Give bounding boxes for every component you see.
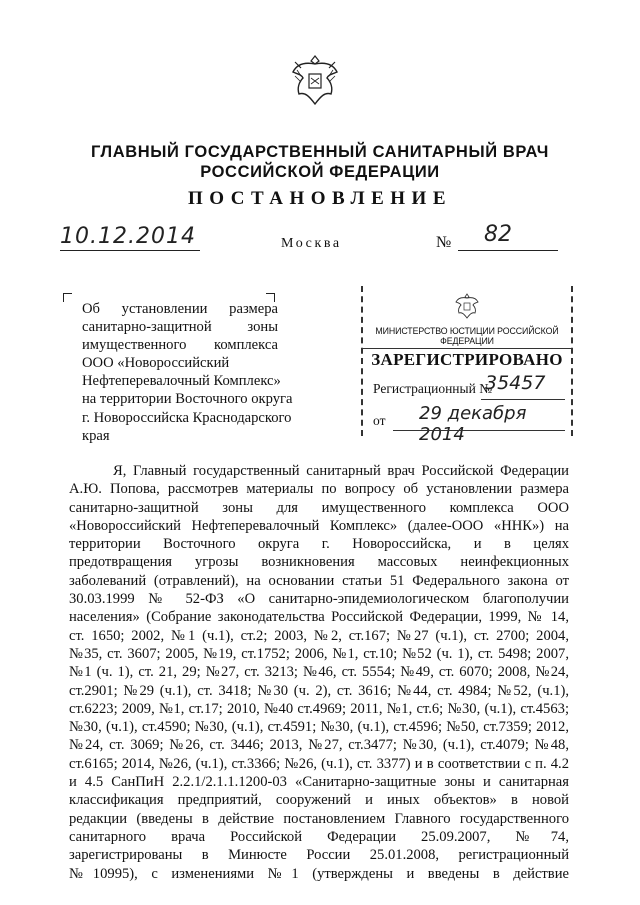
document-subject <box>82 300 293 445</box>
stamp-reg-number-label: Регистрационный № <box>373 381 493 396</box>
stamp-registered: ЗАРЕГИСТРИРОВАНО <box>371 350 563 369</box>
body-line: №35, ст. 3607; 2005, №19, ст.1752; 2006, №1, ст.10; №52 (ч. 1), ст. 5498; 2007, <box>69 645 569 662</box>
document-type-title: ПОСТАНОВЛЕНИЕ <box>187 188 453 209</box>
coat-of-arms-emblem <box>287 52 343 110</box>
body-line: А.Ю. Попова, рассмотрев материалы по вопросу об установлении размера <box>69 481 569 498</box>
body-line: №10995), с изменениями №1 (утверждены и введены в действие <box>69 865 569 882</box>
document-city: Москва <box>281 236 342 251</box>
stamp-ministry: МИНИСТЕРСТВО ЮСТИЦИИ РОССИЙСКОЙ ФЕДЕРАЦИИ <box>363 326 571 349</box>
body-line: санитарного врача Российской Федерации 25.09.2007, №74, <box>69 828 569 845</box>
body-line: №1 (ч. 1), ст. 21, 29; №27, ст. 3213; №46, ст. 5554; №49, ст. 6070; 2008, №24, <box>69 664 569 681</box>
body-line: населения» (Собрание законодательства Российской Федерации, 1999, № 14, <box>69 609 569 626</box>
subject-line: ООО «Новороссийский <box>82 355 230 372</box>
subject-line: санитарно-защитной зоны <box>82 319 278 336</box>
document-body <box>69 462 569 883</box>
body-line: ст.6223; 2009, №1, ст.17; 2010, №40 ст.4969; 2011, №1, ст.6; №30, (ч.1), ст.4563; <box>69 700 569 717</box>
number-underline <box>458 250 558 251</box>
subject-line: Об установлении размера <box>82 301 278 317</box>
body-line: предотвращения угрозы возникновения массовых неинфекционных <box>69 554 569 571</box>
body-line: классификация предприятий, сооружений и иных объектов» в новой <box>69 792 569 809</box>
stamp-date-underline <box>393 430 565 431</box>
body-line: и 4.5 СанПиН 2.2.1/2.1.1.1200-03 «Санитарно-защитные зоны и санитарная <box>69 774 569 791</box>
document-date: 10.12.2014 <box>60 224 196 249</box>
subject-line: на территории Восточного округа <box>82 391 293 408</box>
subject-line: имущественного комплекса <box>82 337 278 354</box>
body-line: ст.2901; №29 (ч.1), ст. 3418; №30 (ч. 2), ст. 3616; №44, ст. 4984; №52, (ч.1), <box>69 682 569 699</box>
body-line: №30, (ч.1), ст.4590; №30, (ч.1), ст.4591; №30, (ч.1), ст.4596; №50, ст.7359; 2012, <box>69 719 569 736</box>
registration-stamp <box>361 286 573 445</box>
issuer-line-1: ГЛАВНЫЙ ГОСУДАРСТВЕННЫЙ САНИТАРНЫЙ ВРАЧ <box>91 143 549 161</box>
body-line: Я, Главный государственный санитарный врач Российской Федерации <box>113 463 569 479</box>
body-line: редакции (введены в действие постановлением Главного государственного <box>69 810 569 827</box>
stamp-reg-number: 35457 <box>485 372 546 394</box>
body-line: №24, ст. 3069; №26, ст. 3446; 2013, №27, ст.3477; №30, (ч.1), ст.4079; №48, <box>69 737 569 754</box>
stamp-reg-date: 29 декабря 2014 <box>419 403 527 445</box>
issuer-line-2: РОССИЙСКОЙ ФЕДЕРАЦИИ <box>200 163 440 181</box>
date-underline <box>60 250 200 251</box>
body-line: заболеваний (отравлений), на основании статьи 51 Федерального закона от <box>69 572 569 589</box>
subject-bracket-left <box>63 293 72 302</box>
body-line: «Новороссийский Нефтеперевалочный Комплекс» (далее-ООО «ННК») на <box>69 517 569 534</box>
subject-line: края <box>82 427 110 444</box>
stamp-number-underline <box>481 399 565 400</box>
stamp-emblem-icon <box>453 292 481 320</box>
stamp-date-label: от <box>373 413 386 428</box>
body-line: 30.03.1999 № 52-ФЗ «О санитарно-эпидемиологическом благополучии <box>69 591 569 608</box>
document-number: 82 <box>484 222 512 247</box>
body-line: санитарно-защитной зоны для имущественного комплекса ООО <box>69 499 569 516</box>
body-line: ст. 1650; 2002, №1 (ч.1), ст.2; 2003, №2, ст.167; №27 (ч.1), ст. 2700; 2004, <box>69 627 569 644</box>
subject-line: Нефтеперевалочный Комплекс» <box>82 373 281 390</box>
body-line: территории Восточного округа г. Новороссийска, и в целях <box>69 536 569 553</box>
subject-line: г. Новороссийска Краснодарского <box>82 409 292 426</box>
document-number-label: № <box>436 234 452 251</box>
body-line: ст.6165; 2014, №26, (ч.1), ст.3366; №26, (ч.1), ст. 3377) и в соответствии с п. 4.2 <box>69 755 569 772</box>
body-line: зарегистрированы в Минюсте России 25.01.2008, регистрационный <box>69 847 569 864</box>
